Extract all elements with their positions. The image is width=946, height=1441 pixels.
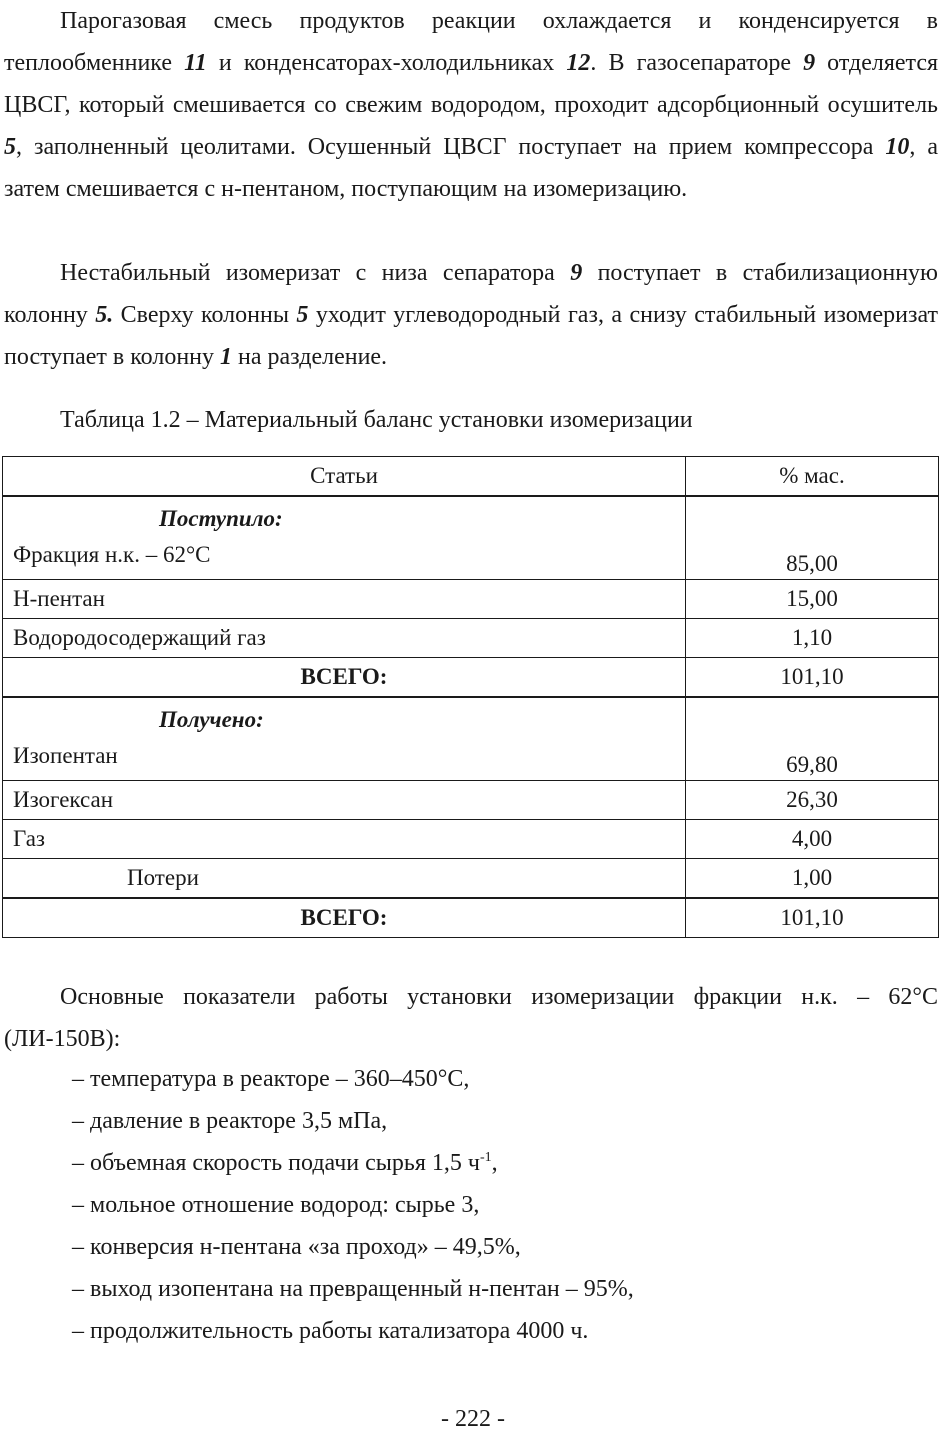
text-run: Основные показатели работы установки изомеризации фракции н.к. – 62°С (ЛИ-150В): [4,984,938,1052]
row-value: 26,30 [686,781,939,820]
table-row [3,781,939,820]
ref-number: 5 [4,134,16,160]
text-run: на разделение. [232,344,388,370]
table-row [3,859,939,899]
ref-number: 11 [184,50,207,76]
ref-number: 9 [570,260,583,286]
text-run: . В газосепараторе [590,50,804,76]
ref-number: 10 [885,134,910,160]
column-header-percent: % мас. [686,457,939,497]
paragraph-condensation [4,0,938,210]
text-run: и конденсаторах-холодильниках [206,50,567,76]
ref-number: 1 [220,344,233,370]
page-number: - 222 - [441,1406,505,1432]
group-title-output: Получено: [159,707,264,732]
row-name: Потери [3,859,686,899]
text-run: Нестабильный изомеризат с низа сепаратора [60,260,571,286]
list-item: – температура в реакторе – 360–450°С, [72,1066,470,1092]
table-row [3,820,939,859]
column-header-items: Статьи [3,457,686,497]
row-value: 1,00 [686,859,939,899]
text-run: уходит углеводородный газ, а снизу стабильный изомеризат поступает в колонну [4,302,938,370]
text-run: , заполненный цеолитами. Осушенный ЦВСГ поступает на прием компрессора [16,134,886,160]
paragraph-stabilization [4,252,938,378]
group-cell-output [3,697,686,781]
table-total-row [3,658,939,698]
table-header-row [3,457,939,497]
ref-number: 5 [296,302,309,328]
ref-number: 12 [566,50,591,76]
group-cell-input [3,496,686,580]
row-value: 85,00 [686,496,939,580]
text-run: поступает в стабилизационную колонну [4,260,938,328]
row-value: 69,80 [686,697,939,781]
table-caption: Таблица 1.2 – Материальный баланс установки изомеризации [60,407,693,433]
row-name: Фракция н.к. – 62°С [13,542,211,567]
text-run: Парогазовая смесь продуктов реакции охлаждается и конденсируется в теплообменнике [4,8,938,76]
list-item: – конверсия н-пентана «за проход» – 49,5%, [72,1234,521,1260]
ref-number: 5. [95,302,114,328]
text-run: Сверху колонны [113,302,297,328]
paragraph-params-intro [4,976,938,1060]
table-row [3,619,939,658]
list-item: – давление в реакторе 3,5 мПа, [72,1108,388,1134]
table-total-row [3,898,939,938]
superscript: -1 [479,1150,492,1165]
list-item: – мольное отношение водород: сырье 3, [72,1192,480,1218]
ref-number: 9 [803,50,816,76]
total-label: ВСЕГО: [3,658,686,698]
table-row [3,580,939,619]
row-value: 1,10 [686,619,939,658]
list-item-text: – объемная скорость подачи сырья 1,5 ч [72,1150,480,1176]
row-value: 4,00 [686,820,939,859]
table-row [3,496,939,580]
row-name: Газ [3,820,686,859]
row-name: Изопентан [13,743,118,768]
row-name: Водородосодержащий газ [3,619,686,658]
row-value: 15,00 [686,580,939,619]
total-value: 101,10 [686,898,939,938]
list-item [72,1142,634,1184]
table-row [3,697,939,781]
total-label: ВСЕГО: [3,898,686,938]
text-run: , а затем смешивается с н-пентаном, поступающим на изомеризацию. [4,134,939,202]
row-name: Изогексан [3,781,686,820]
text-run: отделяется ЦВСГ, который смешивается со свежим водородом, проходит адсорбционный осушитель [4,50,939,118]
group-title-input: Поступило: [159,506,283,531]
row-name: Н-пентан [3,580,686,619]
material-balance-table [2,456,939,938]
params-list [72,1058,634,1352]
list-item: – продолжительность работы катализатора 4000 ч. [72,1318,589,1344]
list-item-text: , [491,1150,498,1176]
list-item: – выход изопентана на превращенный н-пентан – 95%, [72,1276,634,1302]
total-value: 101,10 [686,658,939,698]
